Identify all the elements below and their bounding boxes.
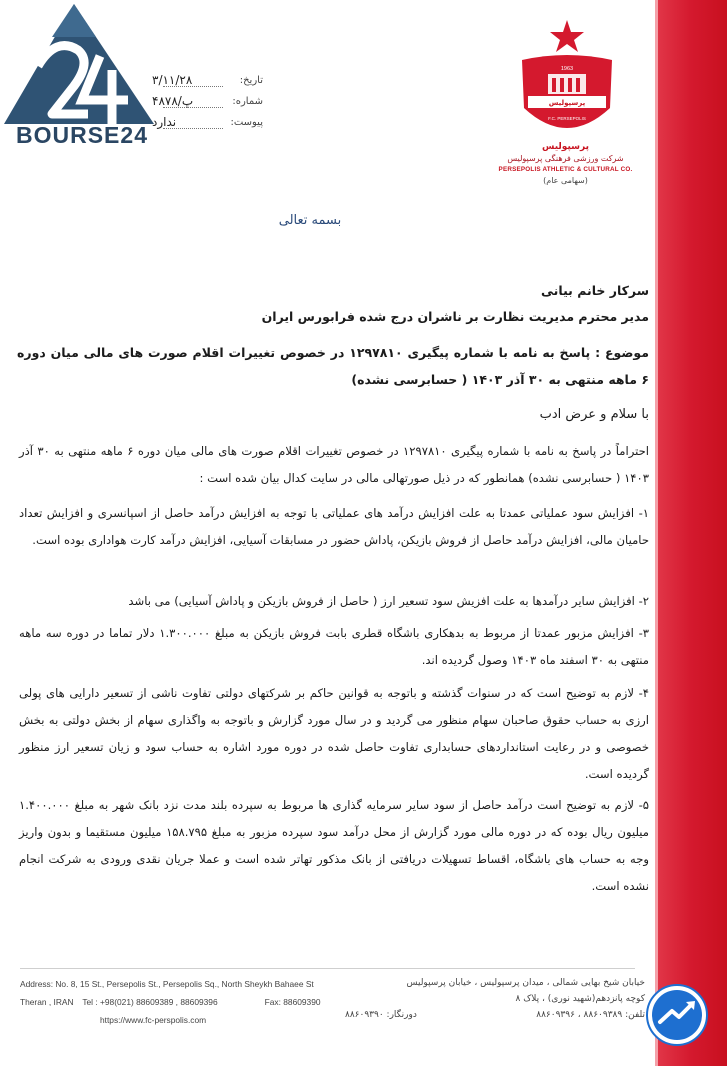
subject-line: موضوع : پاسخ به نامه با شماره پیگیری ۱۲۹۷۸۱۰ در خصوص تغییرات اقلام صورت های مالی میان دوره ۶ ماهه منتهی به ۳۰ آذر ۱۴۰۳ ( حسابرسی نشده) (17, 345, 649, 387)
date-value: ۳/۱۱/۲۸ (152, 73, 193, 87)
club-company-en: PERSEPOLIS ATHLETIC & CULTURAL CO. (498, 166, 633, 173)
logo-small-text: F.C. PERSEPOLIS (548, 116, 586, 121)
letter-meta (148, 70, 263, 133)
address-en: Address: No. 8, 15 St., Persepolis St., Persepolis Sq., North Sheykh Bahaee St (20, 979, 314, 989)
right-red-band (655, 0, 727, 1066)
club-registration: (سهامی عام) (543, 176, 588, 185)
paragraph-5: ۵- لازم به توضیح است درآمد حاصل از سود سایر سرمایه گذاری ها مربوط به سپرده بلند مدت نزد بانک شهر به مبلغ ۱.۴۰۰.۰۰۰ میلیون ریال بوده که در دوره مالی مورد گزارش از محل درآمد سود سپرده مزبور به مبلغ ۱۵۸.۷۹۵ میلیون مستقیما و بدون واریز وجه به حساب های باشگاه، اقساط تسهیلات دریافتی از بانک مذکور تهاتر شده است و عملا جریان نقدی ورودی به شرکت انجام نشده است. (19, 798, 649, 893)
date-row: تاریخ: ۳/۱۱/۲۸ (148, 70, 263, 91)
club-company-fa: شرکت ورزشی فرهنگی پرسپولیس (507, 154, 624, 163)
persepolis-crest-icon (512, 20, 622, 150)
website-link[interactable]: https://www.fc-perspolis.com (100, 1015, 207, 1025)
attachment-row: پیوست: ندارد (148, 112, 263, 133)
footer-divider (20, 968, 635, 969)
paragraph-intro: احتراماً در پاسخ به نامه با شماره پیگیری ۱۲۹۷۸۱۰ در خصوص تغییرات اقلام صورت های مالی میان دوره ۶ ماهه منتهی به ۳۰ آذر ۱۴۰۳ ( حسابرسی نشده) همانطور که در ذیل صورتهالی مالی در سایت کدال بیان شده است : (19, 444, 650, 485)
fax-en: Fax: 88609390 (264, 997, 321, 1007)
phone-fa: تلفن: ۸۸۶۰۹۳۸۹ ، ۸۸۶۰۹۳۹۶ (536, 1010, 645, 1020)
logo-banner-text: پرسپولیس (548, 99, 586, 107)
number-value: ۴۸۷۸/پ (152, 94, 194, 108)
club-identity (498, 142, 633, 186)
tel-en: Tel : +98(021) 88609389 , 88609396 (82, 997, 218, 1007)
paragraph-1: ۱- افزایش سود عملیاتی عمدتا به علت افزایش درآمد های عملیاتی با توجه به افزایش درآمد حاصل از اسپانسری و افزایش تعداد حامیان مالی، افزایش درآمد حاصل از فروش بازیکن، پاداش حضور در مسابقات آسیایی، افزایش درآمد کارت هواداری بوده است. (19, 506, 649, 547)
recipient-org: مدیر محترم مدیریت نظارت بر ناشران درج شده فرابورس ایران (261, 309, 649, 324)
address-fa-1: خیابان شیخ بهایی شمالی ، میدان پرسپولیس ، خیابان پرسپولیس (406, 978, 645, 988)
recipient-block (49, 278, 649, 330)
fax-fa: دورنگار: ۸۸۶۰۹۳۹۰ (345, 1010, 417, 1020)
salutation: با سلام و عرض ادب (539, 407, 649, 422)
logo-year: 1963 (560, 66, 574, 72)
club-name-fa: پرسپولیس (542, 142, 589, 152)
brand-wordmark: BOURSE24 (16, 122, 148, 148)
trend-badge-icon (646, 984, 708, 1046)
address-fa-2: کوچه پانزدهم(شهید نوری) ، پلاک ۸ (515, 994, 645, 1004)
bismillah: بسمه تعالی (278, 213, 342, 228)
footer-address-en (20, 975, 340, 1029)
number-row: شماره: ۴۸۷۸/پ (148, 91, 263, 112)
footer-address-fa (345, 975, 645, 1023)
paragraph-3: ۳- افزایش مزبور عمدتا از مربوط به بدهکاری باشگاه قطری بابت فروش بازیکن به مبلغ ۱.۳۰۰.۰۰۰ دلار تماما در دوره سه ماهه منتهی به ۳۰ اسفند ماه ۱۴۰۳ وصول گردیده اند. (19, 626, 650, 667)
paragraph-4: ۴- لازم به توضیح است که در سنوات گذشته و باتوجه به قوانین حاکم بر شرکتهای دولتی تفاوت ناشی از تسعیر دارایی های پولی ارزی به حساب حقوق صاحبان سهام منظور می گردید و در سال مورد گزارش و باتوجه به واگذاری سهام از بخش دولتی به بخش خصوصی و در رعایت استانداردهای حسابداری تفاوت حاصل شده در دوره مورد اشاره به حساب سود و زیان تسعیر ارز منظور گردیده است. (19, 686, 649, 781)
recipient-title: سرکار خانم بیانی (541, 283, 649, 298)
city-en: Theran , IRAN (20, 997, 74, 1007)
attachment-value: ندارد (152, 115, 177, 129)
paragraph-2: ۲- افزایش سایر درآمدها به علت افزیش سود تسعیر ارز ( حاصل از فروش بازیکن و پاداش آسیایی) می باشد (128, 594, 649, 608)
